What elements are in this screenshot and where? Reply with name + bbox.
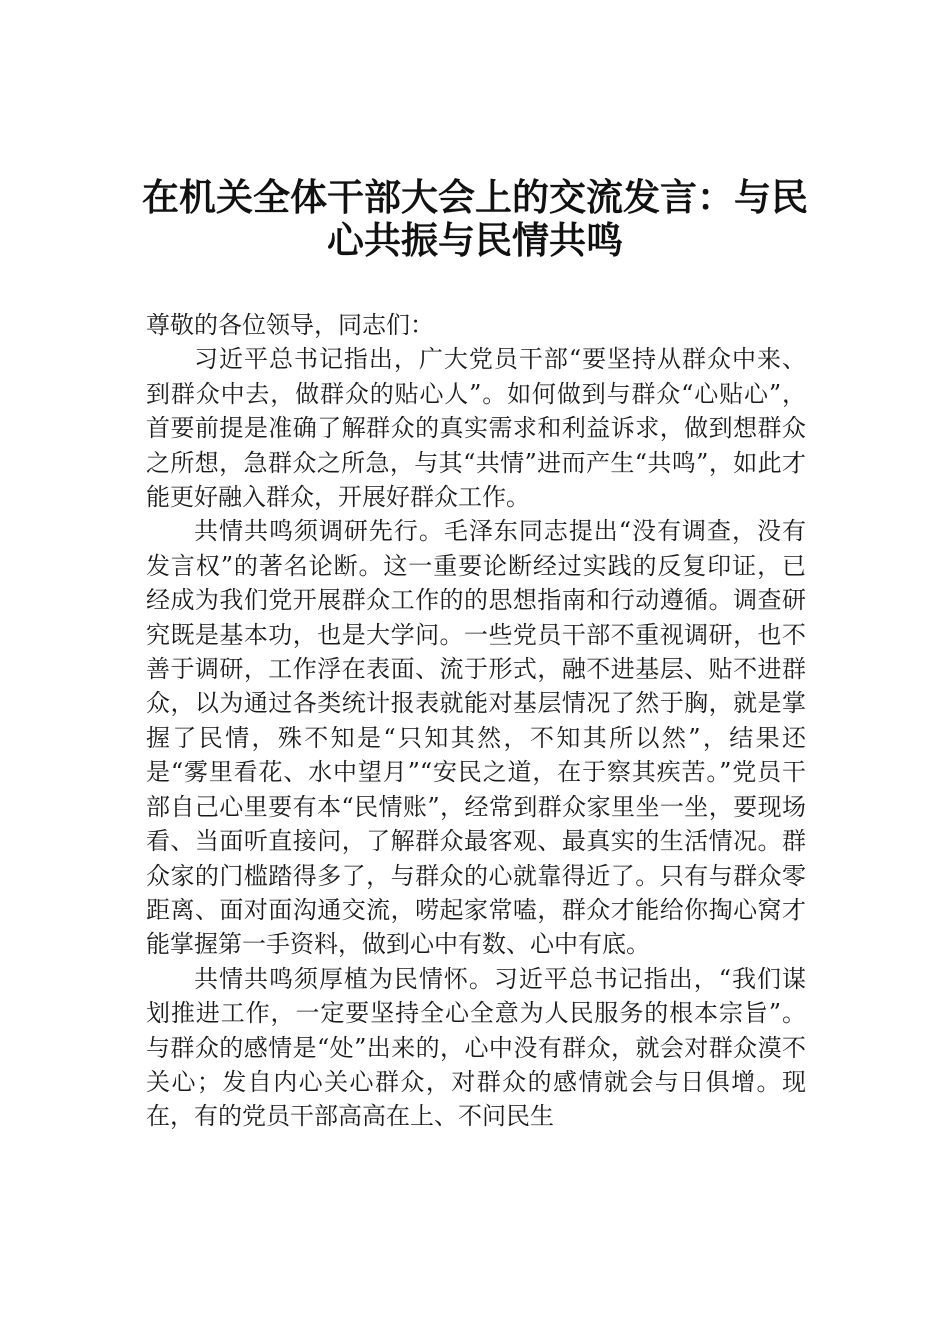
salutation: 尊敬的各位领导，同志们： (146, 311, 434, 339)
document-title-line-1: 在机关全体干部大会上的交流发言：与民 (142, 175, 808, 219)
paragraph-intro: 习近平总书记指出，广大党员干部“要坚持从群众中来、到群众中去，做群众的贴心人”。如何做到与群众“心贴心”，首要前提是准确了解群众的真实需求和利益诉求，做到想群众之所想，急群众之所急，与其“共情”进而产生“共鸣”，如此才能更好融入群众，开展好群众工作。 (146, 345, 806, 512)
paragraph-research: 共情共鸣须调研先行。毛泽东同志提出“没有调查，没有发言权”的著名论断。这一重要论断经过实践的反复印证，已经成为我们党开展群众工作的的思想指南和行动遵循。调查研究既是基本功，也是大学问。一些党员干部不重视调研，也不善于调研，工作浮在表面、流于形式，融不进基层、贴不进群众，以为通过各类统计报表就能对基层情况了然于胸，就是掌握了民情，殊不知是“只知其然，不知其所以然”，结果还是“雾里看花、水中望月”“安民之道，在于察其疾苦。”党员干部自己心里要有本“民情账”，经常到群众家里坐一坐，要现场看、当面听直接问，了解群众最客观、最真实的生活情况。群众家的门槛踏得多了，与群众的心就靠得近了。只有与群众零距离、面对面沟通交流，唠起家常嗑，群众才能给你掏心窝才能掌握第一手资料，做到心中有数、心中有底。 (146, 517, 806, 959)
paragraph-people-sentiment: 共情共鸣须厚植为民情怀。习近平总书记指出，“我们谋划推进工作，一定要坚持全心全意为人民服务的根本宗旨”。与群众的感情是“处”出来的，心中没有群众，就会对群众漠不关心；发自内心关心群众，对群众的感情就会与日俱增。现在，有的党员干部高高在上、不问民生 (146, 964, 806, 1131)
document-title-line-2: 心共振与民情共鸣 (327, 218, 623, 262)
document-body (146, 308, 806, 1134)
